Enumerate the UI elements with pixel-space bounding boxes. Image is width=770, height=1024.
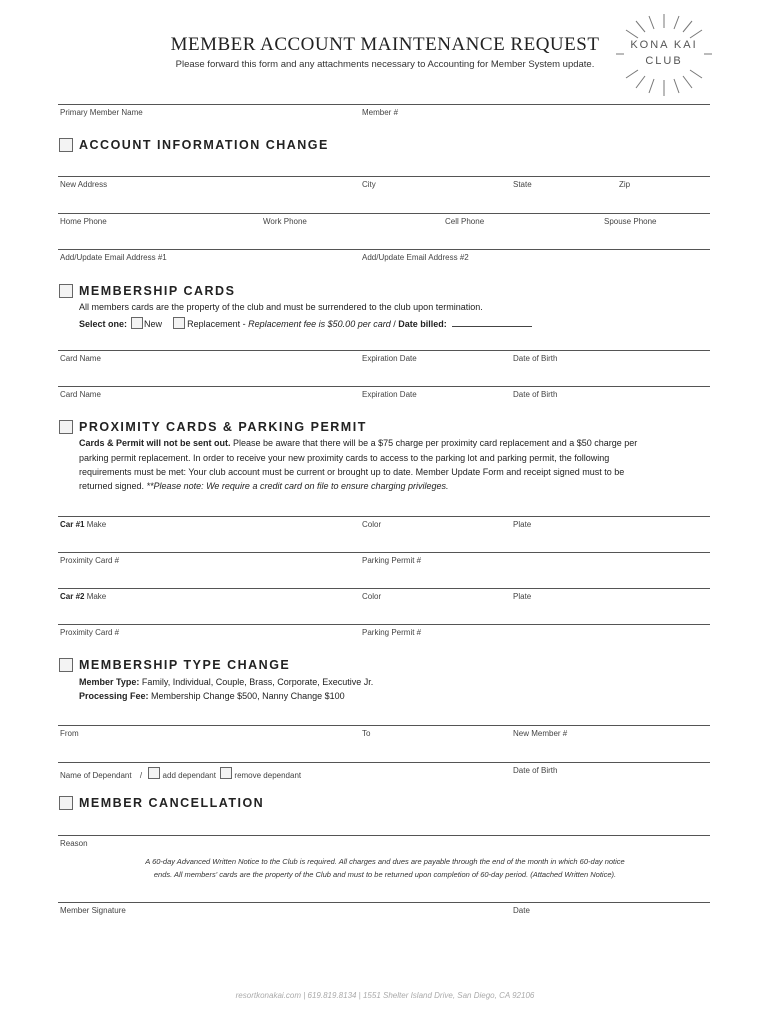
cell-phone-label: Cell Phone: [445, 217, 485, 226]
phone-line: [58, 213, 710, 214]
dependant-slash: /: [139, 771, 143, 780]
member-signature-label: Member Signature: [60, 906, 126, 915]
select-one-label: Select one:: [79, 319, 128, 329]
reason-line: [58, 835, 710, 836]
proximity-text-1: [79, 436, 637, 451]
membership-cards-checkbox[interactable]: [59, 284, 73, 298]
membership-type-heading: MEMBERSHIP TYPE CHANGE: [79, 658, 291, 672]
proximity-credit-note: **Please note: We require a credit card on file to ensure charging privileges.: [146, 481, 449, 491]
page-title: MEMBER ACCOUNT MAINTENANCE REQUEST: [170, 34, 600, 55]
primary-member-name-label: Primary Member Name: [60, 108, 143, 117]
membership-type-checkbox[interactable]: [59, 658, 73, 672]
proximity-heading: PROXIMITY CARDS & PARKING PERMIT: [79, 420, 367, 434]
dependant-dob-label: Date of Birth: [513, 766, 558, 775]
zip-label: Zip: [619, 180, 631, 189]
reason-label: Reason: [60, 839, 88, 848]
card-2-line: [58, 386, 710, 387]
name-of-dependant-label: Name of Dependant: [60, 771, 132, 780]
from-label: From: [60, 729, 79, 738]
processing-fee-value: Membership Change $500, Nanny Change $100: [148, 691, 345, 701]
new-address-label: New Address: [60, 180, 108, 189]
remove-dependant-label: remove dependant: [234, 771, 302, 780]
date-billed-field[interactable]: [452, 326, 532, 327]
proximity-checkbox[interactable]: [59, 420, 73, 434]
cancellation-checkbox[interactable]: [59, 796, 73, 810]
car-1-permit-line: [58, 552, 710, 553]
state-label: State: [513, 180, 532, 189]
add-dependant-checkbox[interactable]: [148, 767, 160, 779]
processing-fee-row: [79, 689, 345, 704]
kona-kai-logo: [614, 10, 714, 100]
city-label: City: [362, 180, 376, 189]
to-label: To: [362, 729, 371, 738]
new-card-checkbox[interactable]: [131, 317, 143, 329]
cancellation-notice-1: A 60-day Advanced Written Notice to the Club is required. All charges and dues are payable through the end of the month in which 60-day notice: [145, 857, 625, 866]
new-card-label: New: [144, 319, 163, 329]
account-info-heading: ACCOUNT INFORMATION CHANGE: [79, 138, 329, 152]
date-billed-label: Date billed:: [398, 319, 447, 329]
member-type-row: [79, 675, 373, 690]
car-1-make-label: [60, 520, 106, 529]
parking-permit-label-1: Parking Permit #: [362, 556, 422, 565]
proximity-card-label-2: Proximity Card #: [60, 628, 120, 637]
email-line: [58, 249, 710, 250]
date-of-birth-label-2: Date of Birth: [513, 390, 558, 399]
color-label-1: Color: [362, 520, 382, 529]
signature-line: [58, 902, 710, 903]
expiration-date-label-1: Expiration Date: [362, 354, 417, 363]
parking-permit-label-2: Parking Permit #: [362, 628, 422, 637]
signature-date-label: Date: [513, 906, 530, 915]
membership-cards-text: All members cards are the property of the club and must be surrendered to the club upon termination.: [79, 302, 483, 312]
add-dependant-label: add dependant: [162, 771, 216, 780]
slash-separator: /: [390, 319, 399, 329]
address-line: [58, 176, 710, 177]
account-info-checkbox[interactable]: [59, 138, 73, 152]
car-2-line: [58, 588, 710, 589]
spouse-phone-label: Spouse Phone: [604, 217, 657, 226]
proximity-card-label-1: Proximity Card #: [60, 556, 120, 565]
replacement-label: Replacement -: [187, 319, 249, 329]
member-number-label: Member #: [362, 108, 399, 117]
proximity-bold-lead: Cards & Permit will not be sent out.: [79, 438, 231, 448]
proximity-line-2: parking permit replacement. In order to receive your new proximity cards to access to the parking lot and parking permit, the following: [79, 453, 610, 463]
date-of-birth-label-1: Date of Birth: [513, 354, 558, 363]
proximity-line-4: returned signed.: [79, 481, 147, 491]
replacement-card-checkbox[interactable]: [173, 317, 185, 329]
plate-label-2: Plate: [513, 592, 532, 601]
processing-fee-label: Processing Fee:: [79, 691, 149, 701]
from-to-line: [58, 725, 710, 726]
dependant-row: [60, 766, 301, 780]
make-label-2: Make: [84, 592, 107, 601]
proximity-text-4: [79, 479, 449, 494]
cancellation-notice-2: ends. All members' cards are the property of the Club and must to be returned upon completion of 60-day period. (Attached Written Notice).: [153, 870, 617, 879]
plate-label-1: Plate: [513, 520, 532, 529]
proximity-line-3: requirements must be met: Your club account must be current or brought up to date. Member Update Form and receipt signed must to be: [79, 467, 625, 477]
member-type-label: Member Type:: [79, 677, 140, 687]
replacement-fee: Replacement fee is $50.00 per card: [248, 319, 391, 329]
member-type-value: Family, Individual, Couple, Brass, Corporate, Executive Jr.: [139, 677, 374, 687]
card-name-label-2: Card Name: [60, 390, 101, 399]
email-2-label: Add/Update Email Address #2: [362, 253, 469, 262]
footer-contact: resortkonakai.com | 619.819.8134 | 1551 Shelter Island Drive, San Diego, CA 92106: [235, 991, 535, 1000]
car-1-label: Car #1: [60, 520, 85, 529]
cancellation-heading: MEMBER CANCELLATION: [79, 796, 265, 810]
color-label-2: Color: [362, 592, 382, 601]
logo-club: CLUB: [645, 55, 683, 67]
page-subtitle: Please forward this form and any attachments necessary to Accounting for Member System update.: [175, 59, 595, 70]
new-member-label: New Member #: [513, 729, 568, 738]
proximity-line-1: Please be aware that there will be a $75 charge per proximity card replacement and a $50 charge per: [230, 438, 638, 448]
make-label-1: Make: [84, 520, 107, 529]
home-phone-label: Home Phone: [60, 217, 107, 226]
work-phone-label: Work Phone: [263, 217, 307, 226]
primary-member-line: [58, 104, 710, 105]
logo-name: KONA KAI: [630, 39, 698, 51]
car-2-label: Car #2: [60, 592, 85, 601]
membership-cards-heading: MEMBERSHIP CARDS: [79, 284, 236, 298]
expiration-date-label-2: Expiration Date: [362, 390, 417, 399]
select-one-row: [79, 315, 532, 332]
card-1-line: [58, 350, 710, 351]
email-1-label: Add/Update Email Address #1: [60, 253, 167, 262]
car-1-line: [58, 516, 710, 517]
remove-dependant-checkbox[interactable]: [220, 767, 232, 779]
car-2-permit-line: [58, 624, 710, 625]
card-name-label-1: Card Name: [60, 354, 101, 363]
dependant-line: [58, 762, 710, 763]
car-2-make-label: [60, 592, 106, 601]
